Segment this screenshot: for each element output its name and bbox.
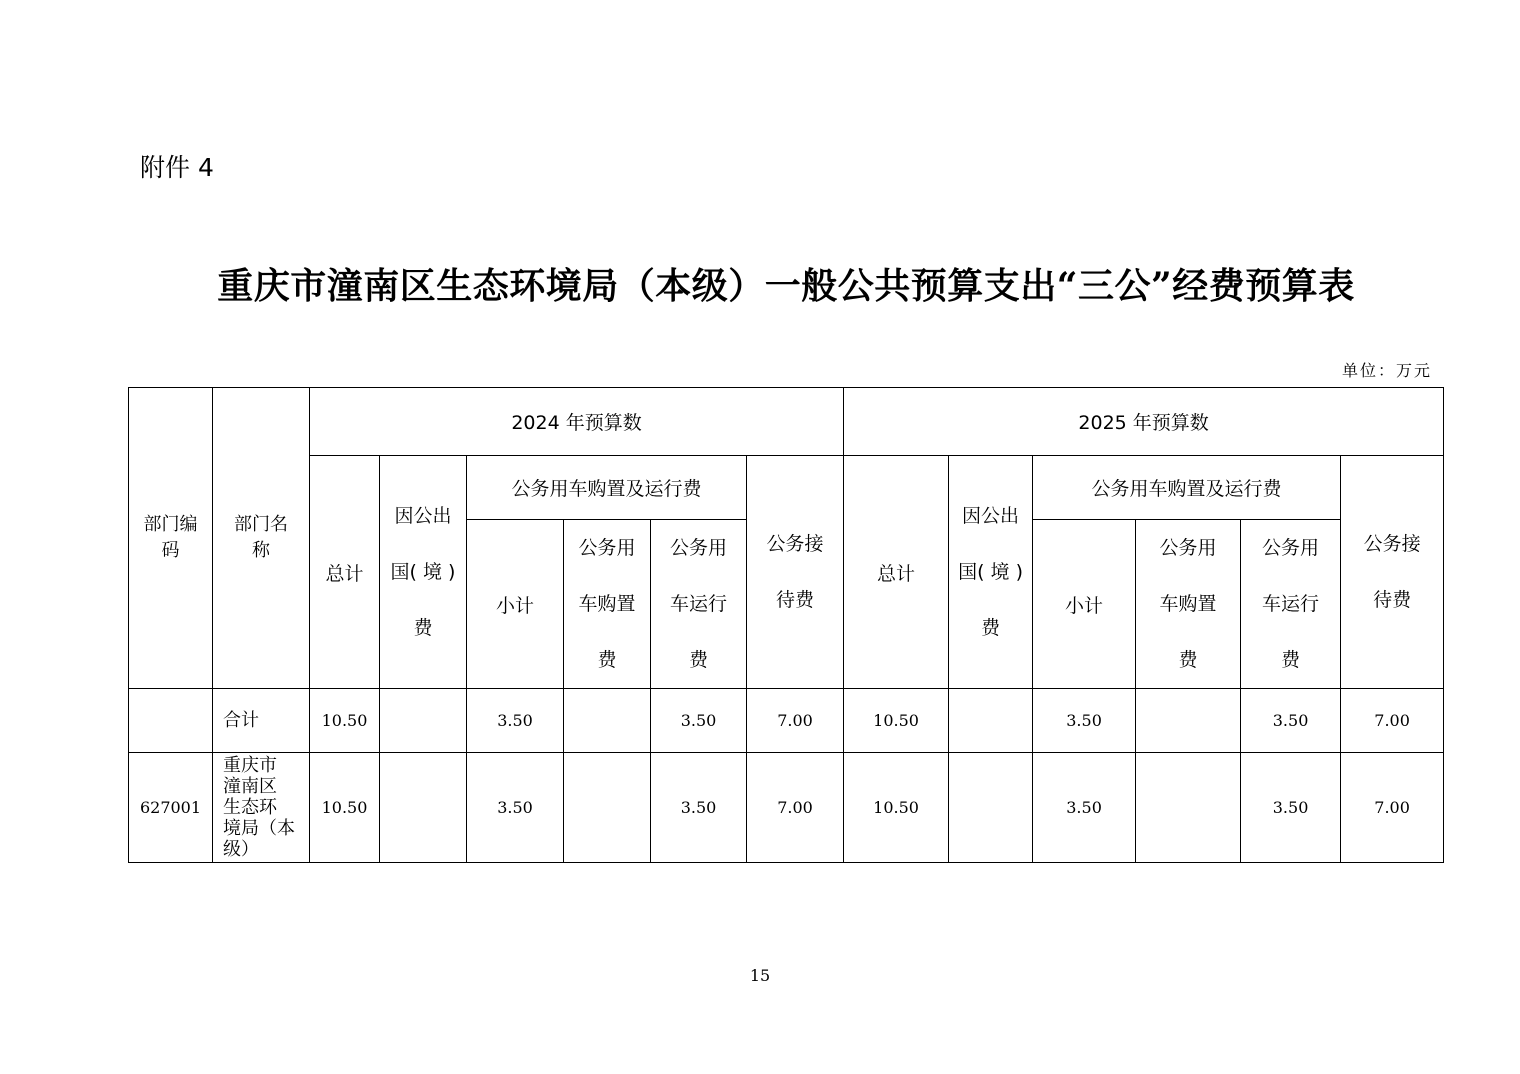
header-total-2024: 总计 — [310, 456, 380, 689]
cell-2025-operation: 3.50 — [1241, 753, 1341, 863]
cell-2024-purchase — [564, 753, 651, 863]
header-purchase-2025 — [1136, 520, 1241, 689]
header-purchase-line: 车购置 — [578, 593, 636, 615]
cell-2025-abroad — [949, 689, 1033, 753]
attachment-label: 附件 4 — [140, 153, 214, 182]
header-reception-line: 公务接 — [766, 533, 824, 555]
header-operation-line: 车运行 — [669, 593, 727, 615]
cell-dept-name-line: 境局（本 — [223, 818, 295, 839]
cell-2024-purchase — [564, 689, 651, 753]
header-abroad-line: 费 — [413, 617, 433, 639]
header-operation-line: 费 — [688, 649, 708, 671]
cell-2025-reception: 7.00 — [1341, 753, 1444, 863]
page-number: 15 — [749, 966, 771, 985]
cell-2025-purchase — [1136, 753, 1241, 863]
cell-dept-code: 627001 — [129, 753, 213, 863]
cell-2024-operation: 3.50 — [651, 753, 747, 863]
header-abroad-line: 费 — [981, 617, 1001, 639]
cell-2024-abroad — [380, 753, 467, 863]
header-reception-line: 待费 — [776, 589, 815, 611]
header-abroad-line: 因公出 — [962, 505, 1020, 527]
cell-2024-total: 10.50 — [310, 753, 380, 863]
cell-2025-abroad — [949, 753, 1033, 863]
header-dept-code-line: 码 — [161, 540, 180, 561]
header-dept-code — [129, 388, 213, 689]
cell-dept-name-line: 重庆市 — [223, 755, 277, 776]
header-purchase-line: 公务用 — [578, 537, 636, 559]
header-dept-name-line: 称 — [252, 540, 270, 561]
header-reception-2025 — [1341, 456, 1444, 689]
cell-2024-subtotal: 3.50 — [467, 689, 564, 753]
cell-2025-subtotal: 3.50 — [1033, 753, 1136, 863]
header-abroad-line: 国( 境 ) — [390, 561, 456, 583]
header-subtotal-2024: 小计 — [467, 520, 564, 689]
cell-dept-name-line: 生态环 — [223, 797, 277, 818]
cell-dept-name — [213, 689, 310, 753]
cell-dept-name-line: 级） — [223, 839, 259, 860]
header-dept-name-line: 部门名 — [234, 514, 288, 535]
document-title: 重庆市潼南区生态环境局（本级）一般公共预算支出“三公”经费预算表 — [217, 265, 1355, 307]
header-abroad-2025 — [949, 456, 1033, 689]
header-operation-2025 — [1241, 520, 1341, 689]
header-dept-name — [213, 388, 310, 689]
header-operation-2024 — [651, 520, 747, 689]
header-reception-line: 待费 — [1373, 589, 1412, 611]
header-vehicle-2025: 公务用车购置及运行费 — [1033, 456, 1341, 520]
cell-dept-name-line: 潼南区 — [223, 776, 277, 797]
cell-dept-code — [129, 689, 213, 753]
header-purchase-line: 费 — [1178, 649, 1198, 671]
cell-dept-name — [213, 753, 310, 863]
cell-2024-reception: 7.00 — [747, 753, 844, 863]
cell-2025-purchase — [1136, 689, 1241, 753]
cell-2024-subtotal: 3.50 — [467, 753, 564, 863]
cell-2025-operation: 3.50 — [1241, 689, 1341, 753]
header-operation-line: 公务用 — [669, 537, 727, 559]
cell-2024-operation: 3.50 — [651, 689, 747, 753]
header-row-years — [129, 388, 1444, 456]
cell-2024-total: 10.50 — [310, 689, 380, 753]
budget-table — [128, 387, 1444, 863]
header-operation-line: 车运行 — [1262, 593, 1320, 615]
header-vehicle-2024: 公务用车购置及运行费 — [467, 456, 747, 520]
header-dept-code-line: 部门编 — [143, 514, 198, 535]
cell-dept-name-line: 合计 — [223, 710, 259, 731]
table-row — [129, 753, 1444, 863]
cell-2024-reception: 7.00 — [747, 689, 844, 753]
cell-2025-total: 10.50 — [844, 689, 949, 753]
header-year-2024: 2024 年预算数 — [310, 388, 844, 456]
header-operation-line: 费 — [1281, 649, 1301, 671]
header-operation-line: 公务用 — [1262, 537, 1320, 559]
header-abroad-line: 国( 境 ) — [958, 561, 1024, 583]
header-purchase-line: 公务用 — [1159, 537, 1217, 559]
header-purchase-2024 — [564, 520, 651, 689]
cell-2024-abroad — [380, 689, 467, 753]
header-year-2025: 2025 年预算数 — [844, 388, 1444, 456]
unit-label: 单位：万元 — [1341, 361, 1432, 380]
cell-2025-subtotal: 3.50 — [1033, 689, 1136, 753]
cell-2025-reception: 7.00 — [1341, 689, 1444, 753]
header-row-categories — [129, 456, 1444, 520]
header-purchase-line: 费 — [597, 649, 617, 671]
cell-2025-total: 10.50 — [844, 753, 949, 863]
header-purchase-line: 车购置 — [1159, 593, 1217, 615]
header-abroad-2024 — [380, 456, 467, 689]
header-reception-line: 公务接 — [1363, 533, 1421, 555]
header-abroad-line: 因公出 — [394, 505, 452, 527]
table-row — [129, 689, 1444, 753]
header-total-2025: 总计 — [844, 456, 949, 689]
header-subtotal-2025: 小计 — [1033, 520, 1136, 689]
header-reception-2024 — [747, 456, 844, 689]
